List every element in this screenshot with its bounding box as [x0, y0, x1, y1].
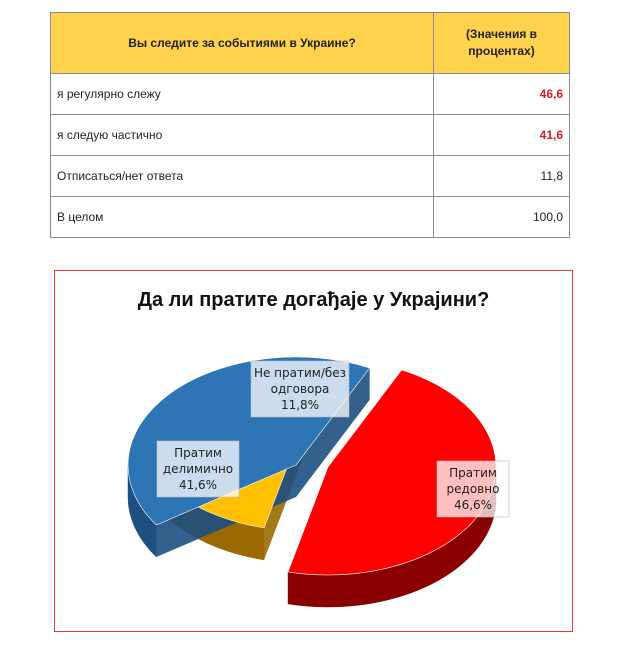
slice-name-label: редовно: [446, 482, 500, 496]
table-header-row: [51, 13, 570, 74]
chart-title: Да ли пратите догађаје у Украјини?: [137, 289, 490, 311]
header-question: Вы следите за событиями в Украине?: [51, 13, 434, 74]
row-value: 100,0: [434, 197, 570, 238]
table-row: [51, 197, 570, 238]
slice-value-label: 41,6%: [178, 478, 218, 492]
slice-label: [157, 441, 239, 497]
slice-name-label: одговора: [270, 382, 330, 396]
header-values-line2: процентах): [468, 44, 535, 58]
survey-table: [50, 12, 570, 238]
slice-label: [251, 361, 349, 417]
header-values-line1: (Значения в: [465, 27, 538, 41]
row-value: 41,6: [434, 115, 570, 156]
slice-name-label: Пратим: [174, 446, 222, 460]
table-row: [51, 156, 570, 197]
pie-chart: [55, 271, 574, 633]
slice-value-label: 11,8%: [280, 398, 320, 412]
slice-label: [437, 461, 509, 517]
row-label: Отписаться/нет ответа: [51, 156, 434, 197]
slice-name-label: Пратим: [449, 466, 497, 480]
table-row: [51, 115, 570, 156]
row-label: я регулярно слежу: [51, 74, 434, 115]
slice-name-label: Не пратим/без: [253, 366, 347, 380]
row-label: В целом: [51, 197, 434, 238]
row-value: 11,8: [434, 156, 570, 197]
slice-name-label: делимично: [162, 462, 234, 476]
row-label: я следую частично: [51, 115, 434, 156]
row-value: 46,6: [434, 74, 570, 115]
header-values: [434, 13, 570, 74]
slice-value-label: 46,6%: [453, 498, 493, 512]
table-row: [51, 74, 570, 115]
pie-chart-frame: [54, 270, 573, 632]
